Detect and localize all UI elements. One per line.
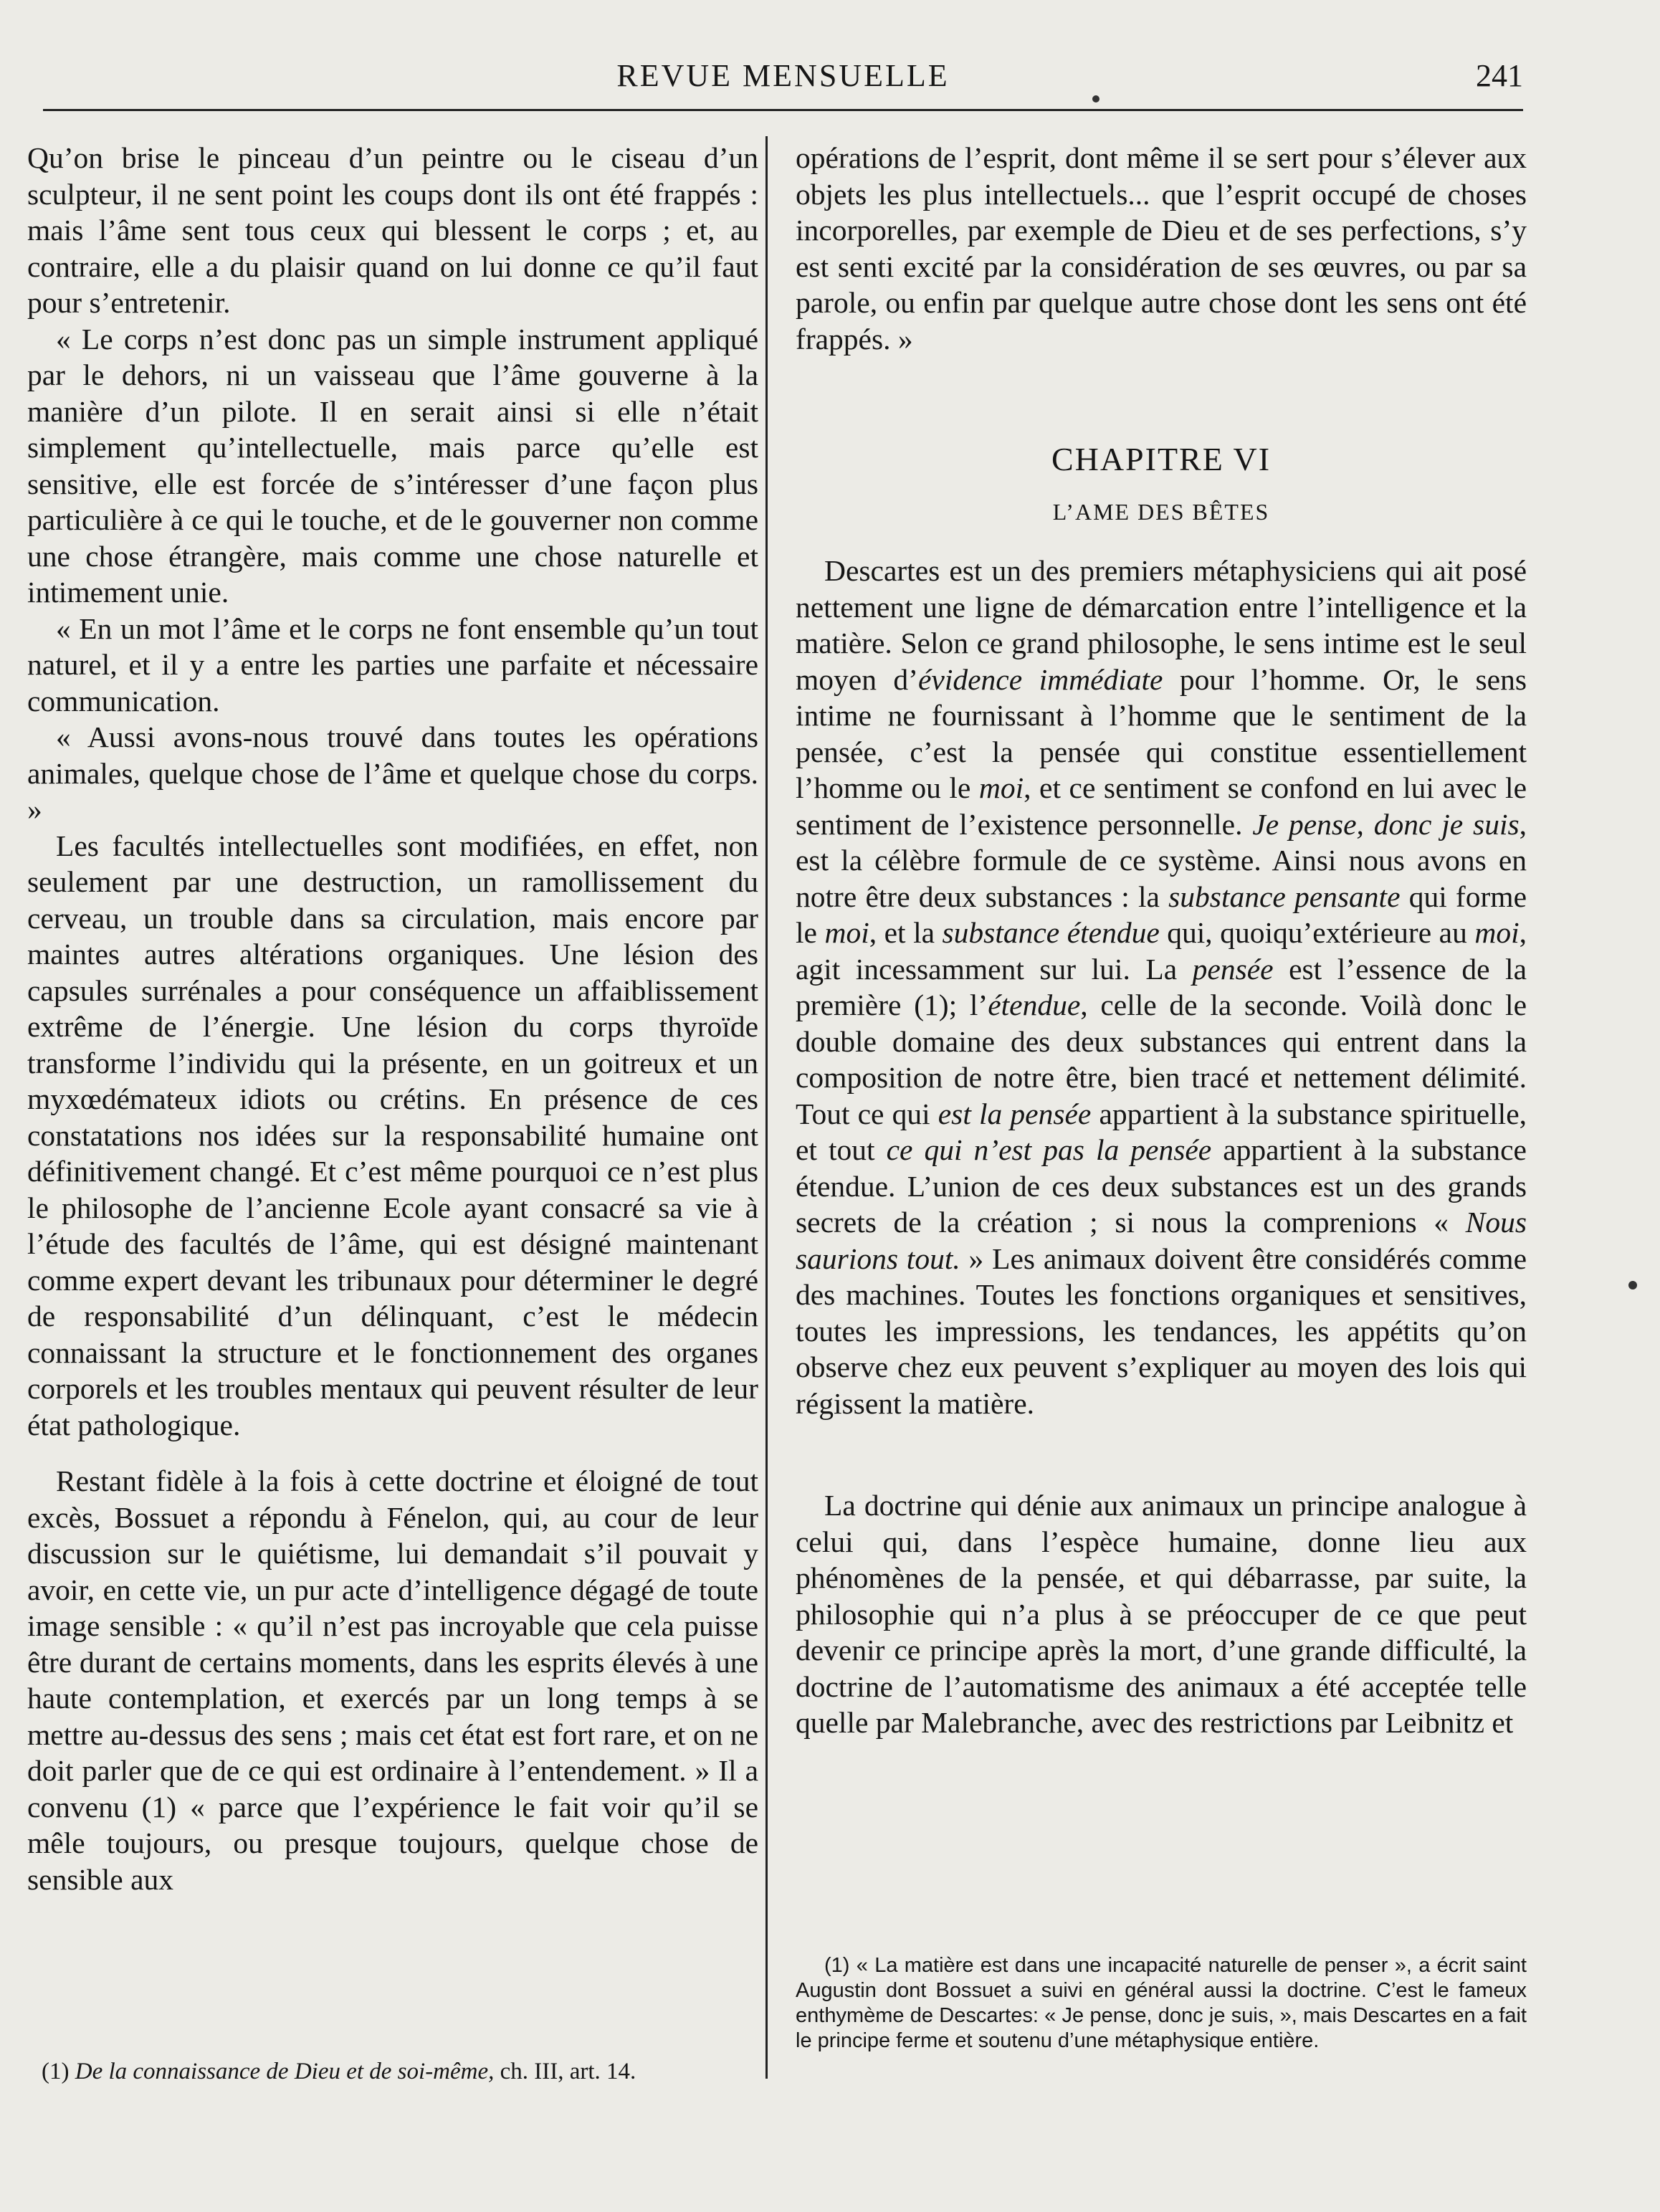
- footnote-reference: ch. III, art. 14.: [494, 2059, 636, 2084]
- right-column: [796, 140, 1527, 1741]
- page-number: 241: [1476, 58, 1523, 93]
- paragraph: opérations de l’esprit, dont même il se sert pour s’élever aux objets les plus intellectuels... que l’esprit occupé de choses incorporelles, par exemple de Dieu et de ses perfections, s’y est senti excité par la considération de ses œuvres, ou par sa parole, ou enfin par quelque autre chose dont les sens ont été frappés. »: [796, 141, 1527, 356]
- paragraph: Restant fidèle à la fois à cette doctrine et éloigné de tout excès, Bossuet a répondu à Fénelon, qui, au cour de leur discussion sur le quiétisme, lui demandait s’il pouvait y avoir, en cette vie, un pur acte d’intelligence dégagé de toute image sensible : « qu’il n’est pas incroyable que cela puisse être durant de certains moments, dans les esprits élevés à une haute contemplation, et exercés par un long temps à se mettre au-dessus des sens ; mais cet état est fort rare, et on ne doit parler que de ce qui est ordinaire à l’entendement. » Il a convenu (1) « parce que l’expérience le fait voir qu’il se mêle toujours, ou presque toujours, quelque chose de sensible aux: [27, 1464, 758, 1896]
- footnote-right: [796, 1953, 1527, 2054]
- paragraph: Qu’on brise le pinceau d’un peintre ou le ciseau d’un sculpteur, il ne sent point les coups dont ils ont été frappés : mais l’âme sent tous ceux qui blessent le corps ; et, au contraire, elle a du plaisir quand on lui donne ce qu’il faut pour s’entretenir.: [27, 141, 758, 319]
- paragraph: Descartes est un des premiers métaphysiciens qui ait posé nettement une ligne de démarcation entre l’intelligence et la matière. Selon ce grand philosophe, le sens intime est le seul moyen d’évidence immédiate pour l’homme. Or, le sens intime ne fournissant à l’homme que le sentiment de la pensée, c’est la pensée qui constitue essentiellement l’homme ou le moi, et ce sentiment se confond en lui avec le sentiment de l’existence personnelle. Je pense, donc je suis, est la célèbre formule de ce système. Ainsi nous avons en notre être deux substances : la substance pensante qui forme le moi, et la substance étendue qui, quoiqu’extérieure au moi, agit incessamment sur lui. La pensée est l’essence de la première (1); l’étendue, celle de la seconde. Voilà donc le double domaine des deux substances qui entrent dans la composition de notre être, bien tracé et nettement délimité. Tout ce qui est la pensée appartient à la substance spirituelle, et tout ce qui n’est pas la pensée appartient à la substance étendue. L’union de ces deux substances est un des grands secrets de la création ; si nous la comprenions « Nous saurions tout. » Les animaux doivent être considérés comme des machines. Toutes les fonctions organiques et sensitives, toutes les impressions, les tendances, les appétits qu’on observe chez eux peuvent s’expliquer au moyen des lois qui régissent la matière.: [796, 554, 1527, 1420]
- header-rule: [43, 109, 1523, 111]
- footnote-marker: (1): [42, 2059, 70, 2084]
- running-title: REVUE MENSUELLE: [616, 58, 950, 93]
- paragraph: Les facultés intellectuelles sont modifiées, en effet, non seulement par une destruction, un ramollissement du cerveau, un trouble dans sa circulation, mais encore par maintes autres altérations organiques. Une lésion des capsules surrénales a pour conséquence un affaiblissement extrême de l’énergie. Une lésion du corps thyroïde transforme l’individu qui la présente, en un goitreux et un myxœdémateux idiots ou crétins. En présence de ces constatations nos idées sur la responsabilité humaine ont définitivement changé. Et c’est même pourquoi ce n’est plus le philosophe de l’ancienne Ecole ayant consacré sa vie à l’étude des facultés de l’âme, qui est désigné maintenant comme expert devant les tribunaux pour déterminer le degré de responsabilité d’un délinquant, c’est le médecin connaissant la structure et le fonctionnement des organes corporels et les troubles mentaux qui peuvent résulter de leur état pathologique.: [27, 829, 758, 1441]
- ink-speck: [1092, 95, 1099, 103]
- ink-speck: [1628, 1281, 1637, 1289]
- footnote-left: [42, 2057, 758, 2086]
- chapter-title: CHAPITRE VI: [1051, 441, 1272, 477]
- footnote-title: De la connaissance de Dieu et de soi-même,: [75, 2059, 495, 2084]
- paragraph: « Le corps n’est donc pas un simple instrument appliqué par le dehors, ni un vaisseau que l’âme gouverne à la manière d’un pilote. Il en serait ainsi si elle n’était simplement qu’intellectuelle, mais parce qu’elle est sensitive, elle est forcée de s’intéresser d’une façon plus particulière à ce qui le touche, et de le gouverner non comme une chose étrangère, mais comme une chose naturelle et intimement unie.: [27, 322, 758, 609]
- page-header: [43, 57, 1523, 108]
- left-column: [27, 140, 758, 1897]
- chapter-subtitle: L’AME DES BÊTES: [1052, 498, 1270, 525]
- column-divider: [765, 136, 768, 2079]
- paragraph: La doctrine qui dénie aux animaux un principe analogue à celui qui, dans l’espèce humaine, donne lieu aux phénomènes de la pensée, et qui débarrasse, par suite, la philosophie qui n’a plus à se préoccuper de ce que peut devenir ce principe après la mort, d’une grande difficulté, la doctrine de l’automatisme des animaux a été acceptée telle quelle par Malebranche, avec des restrictions par Leibnitz et: [796, 1489, 1527, 1739]
- paragraph: « Aussi avons-nous trouvé dans toutes les opérations animales, quelque chose de l’âme et quelque chose du corps. »: [27, 720, 758, 826]
- paragraph: « En un mot l’âme et le corps ne font ensemble qu’un tout naturel, et il y a entre les parties une parfaite et nécessaire communication.: [27, 611, 758, 718]
- footnote-text: (1) « La matière est dans une incapacité naturelle de penser », a écrit saint Augustin dont Bossuet a suivi en général aussi la doctrine. C’est le fameux enthymème de Descartes: « Je pense, donc je suis, », mais Descartes en a fait le principe ferme et soutenu d’une métaphysique entière.: [796, 1954, 1527, 2052]
